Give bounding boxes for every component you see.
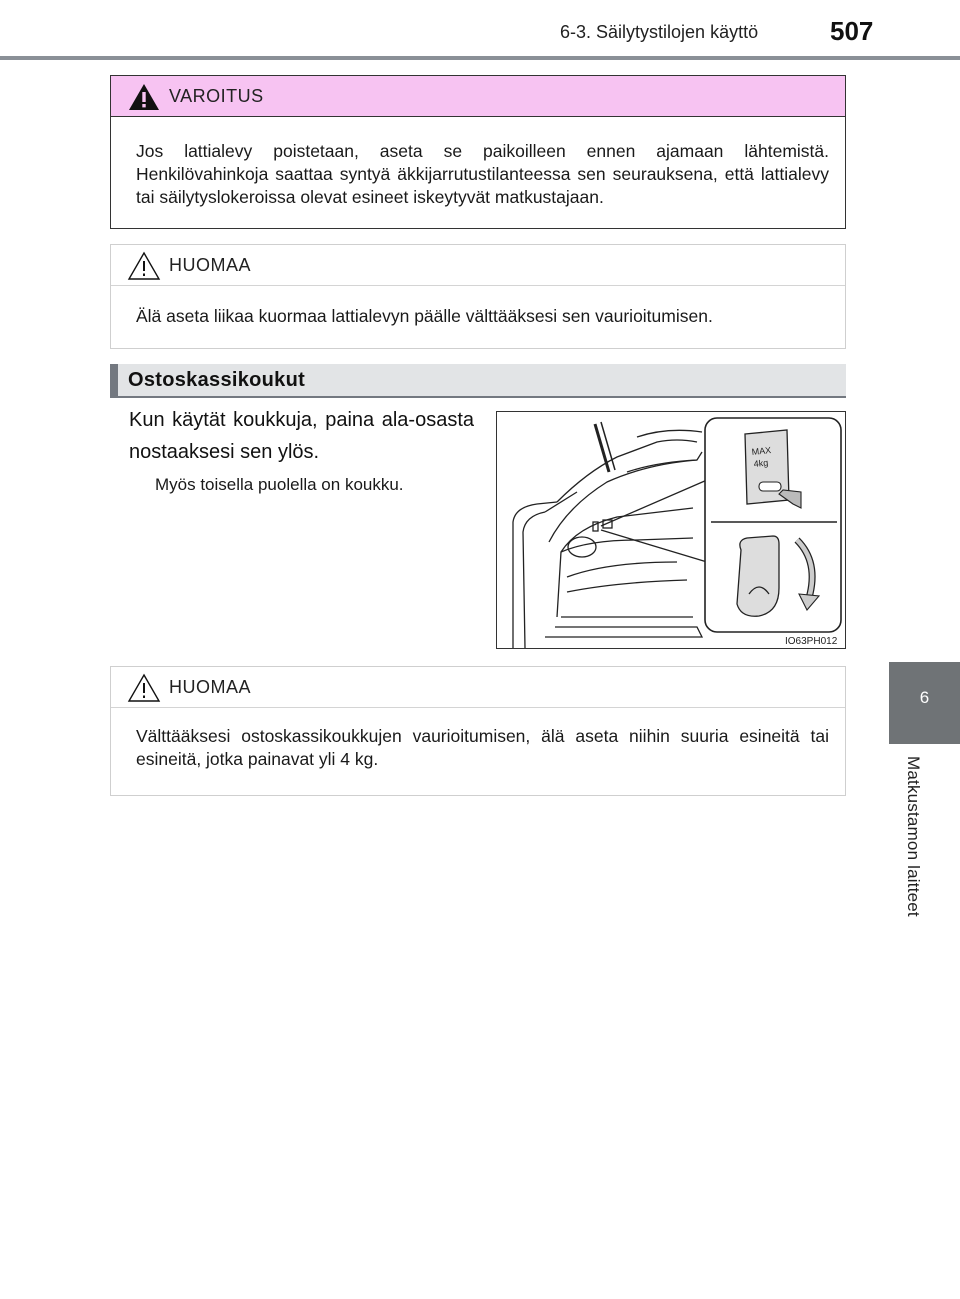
warning-title: VAROITUS <box>169 86 264 106</box>
caution-triangle-icon <box>127 251 161 281</box>
notice-header <box>111 245 845 286</box>
warning-header <box>111 76 845 117</box>
caution-triangle-icon <box>127 673 161 703</box>
notice-body: Välttääksesi ostoskassikoukkujen vaurioitumisen, älä aseta niihin suuria esineitä tai esineitä, jotka painavat yli 4 kg. <box>136 726 829 769</box>
warning-body: Jos lattialevy poistetaan, aseta se paikoilleen ennen ajamaan lähtemistä. Henkilövahinkoja saattaa syntyä äkkijarrutustilanteessa sen seurauksena, että lattialevy tai säilytyslokeroissa olevat esineet iskeytyvät matkustajaan. <box>136 141 829 207</box>
figure-code: IO63PH012 <box>785 636 838 647</box>
section-title: Ostoskassikoukut <box>128 369 306 391</box>
hook-label-max: MAX <box>751 445 772 457</box>
instruction-note: Myös toisella puolella on koukku. <box>155 475 404 494</box>
notice-header <box>111 667 845 708</box>
chapter-number: 6 <box>919 688 930 707</box>
section-heading <box>110 364 846 398</box>
header-rule <box>0 56 960 60</box>
chapter-title: Matkustamon laitteet <box>904 756 923 917</box>
notice-box-floor <box>110 244 846 349</box>
warning-box <box>110 75 846 229</box>
trunk-hook-drawing <box>497 412 845 648</box>
hook-label-weight: 4kg <box>753 457 769 469</box>
page-number: 507 <box>830 16 874 46</box>
notice-title: HUOMAA <box>169 255 252 275</box>
instruction-text: Kun käytät koukkuja, paina ala-osasta nostaaksesi sen ylös. <box>129 409 474 463</box>
notice-box-hooks <box>110 666 846 796</box>
notice-body: Älä aseta liikaa kuormaa lattialevyn päälle välttääksesi sen vaurioitumisen. <box>136 306 713 326</box>
chapter-tab <box>889 662 960 744</box>
warning-triangle-icon <box>127 82 161 112</box>
hook-illustration <box>496 411 846 649</box>
running-header: 6-3. Säilytystilojen käyttö <box>560 22 759 42</box>
notice-title: HUOMAA <box>169 677 252 697</box>
